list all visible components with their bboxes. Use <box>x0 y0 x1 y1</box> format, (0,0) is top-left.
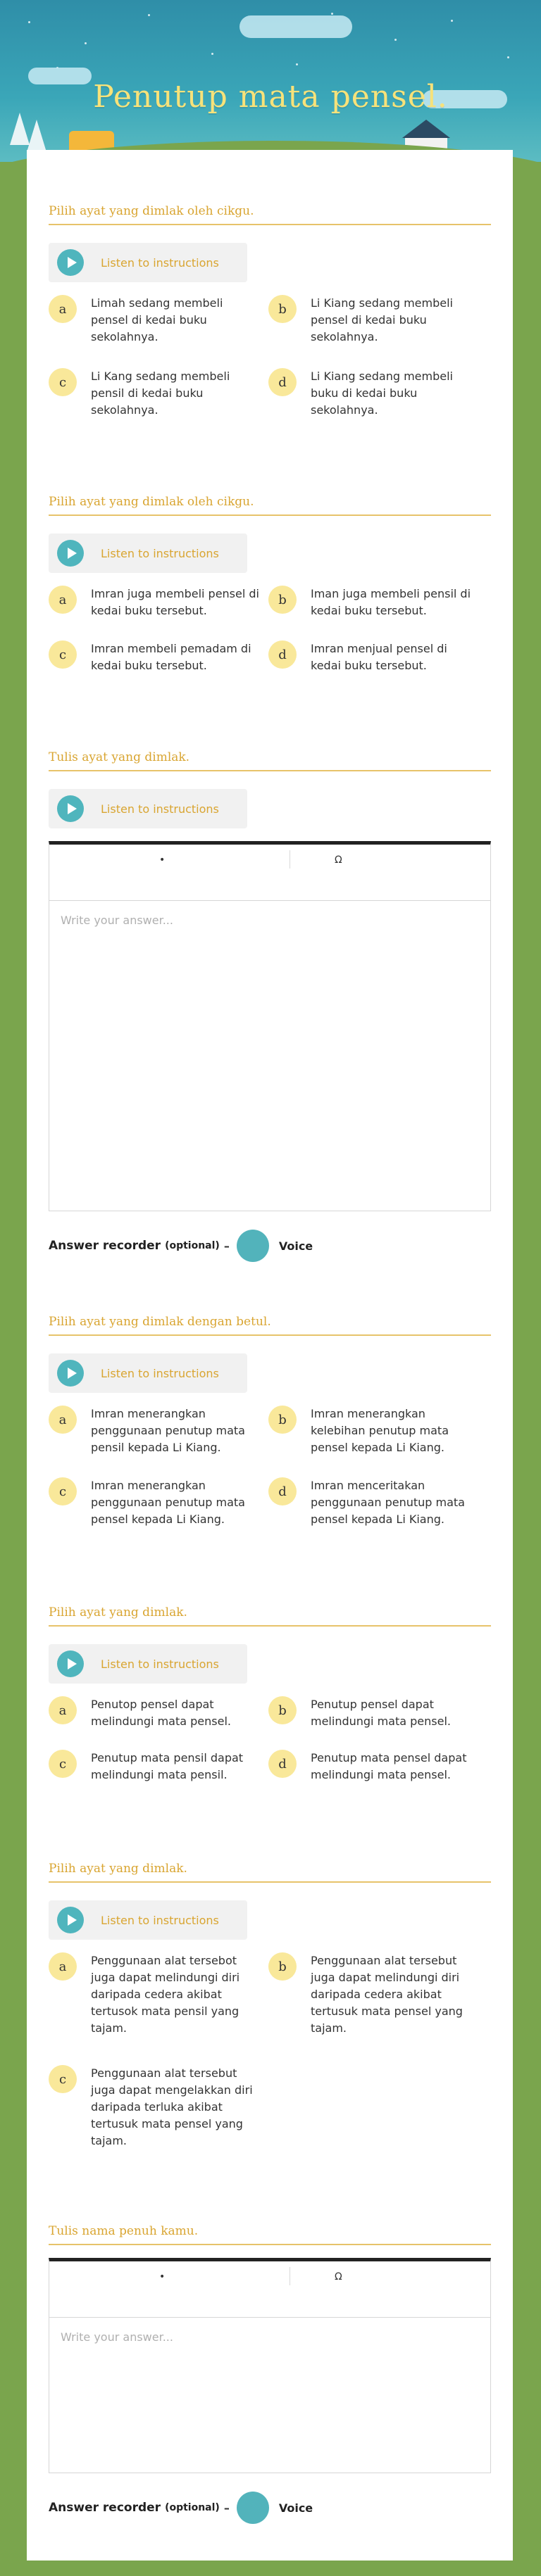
worksheet-card <box>27 150 513 2561</box>
editor-toolbar <box>49 845 490 901</box>
question-6 <box>49 1862 491 2164</box>
option-d[interactable] <box>268 640 480 674</box>
question-title: Pilih ayat yang dimlak. <box>49 1605 491 1627</box>
record-voice-button[interactable] <box>237 2492 269 2524</box>
question-2 <box>49 495 491 691</box>
play-icon[interactable] <box>57 1650 84 1677</box>
play-icon[interactable] <box>57 540 84 567</box>
option-letter[interactable]: b <box>268 1952 297 1981</box>
tree-icon <box>27 120 46 152</box>
options-list <box>49 1952 491 2164</box>
question-4 <box>49 1315 491 1546</box>
option-text: Imran menjual pensel di kedai buku tersebut. <box>311 642 447 672</box>
question-title: Pilih ayat yang dimlak oleh cikgu. <box>49 495 491 516</box>
listen-instructions-button[interactable] <box>49 789 247 828</box>
answer-input[interactable]: Write your answer... <box>61 914 173 927</box>
recorder-label: Answer recorder <box>49 1239 161 1253</box>
question-title: Tulis ayat yang dimlak. <box>49 750 491 771</box>
option-letter[interactable]: a <box>49 586 77 614</box>
option-letter[interactable]: b <box>268 1406 297 1434</box>
voice-label: Voice <box>278 1239 313 1253</box>
snowflake <box>296 63 298 65</box>
play-icon[interactable] <box>57 249 84 276</box>
listen-instructions-button[interactable] <box>49 533 247 573</box>
editor-toolbar <box>49 2261 490 2318</box>
option-d[interactable] <box>268 1477 480 1528</box>
option-d[interactable] <box>268 368 480 419</box>
question-title: Pilih ayat yang dimlak dengan betul. <box>49 1315 491 1336</box>
option-text: Imran menerangkan penggunaan penutup mata pensil kepada Li Kiang. <box>91 1407 245 1454</box>
option-text: Penutup pensel dapat melindungi mata pensel. <box>311 1698 451 1728</box>
option-c[interactable] <box>49 1750 260 1783</box>
snowflake <box>85 42 87 44</box>
listen-label: Listen to instructions <box>101 1913 219 1927</box>
option-letter[interactable]: c <box>49 368 77 396</box>
play-icon[interactable] <box>57 1360 84 1387</box>
cloud <box>240 15 352 38</box>
question-title: Pilih ayat yang dimlak. <box>49 1862 491 1883</box>
option-c[interactable] <box>49 2065 260 2149</box>
listen-label: Listen to instructions <box>101 1657 219 1671</box>
option-a[interactable] <box>49 586 260 619</box>
snowflake <box>28 21 30 23</box>
answer-editor <box>49 841 491 1211</box>
option-b[interactable] <box>268 1952 480 2037</box>
option-a[interactable] <box>49 1952 260 2037</box>
option-letter[interactable]: d <box>268 1477 297 1505</box>
option-d[interactable] <box>268 1750 480 1783</box>
option-a[interactable] <box>49 1696 260 1730</box>
options-list <box>49 1696 491 1795</box>
option-letter[interactable]: c <box>49 1477 77 1505</box>
snowflake <box>451 20 453 22</box>
option-text: Li Kiang sedang membeli pensel di kedai buku sekolahnya. <box>311 296 453 343</box>
snowflake <box>211 53 213 55</box>
option-text: Imran menerangkan penggunaan penutup mata pensel kepada Li Kiang. <box>91 1479 245 1526</box>
recorder-dash: – <box>223 1239 230 1253</box>
option-letter[interactable]: a <box>49 295 77 323</box>
option-text: Limah sedang membeli pensel di kedai buku sekolahnya. <box>91 296 223 343</box>
option-letter[interactable]: c <box>49 2065 77 2093</box>
option-text: Penggunaan alat tersebot juga dapat melindungi diri daripada cedera akibat tertusok mata pensil yang tajam. <box>91 1954 240 2035</box>
option-letter[interactable]: b <box>268 586 297 614</box>
voice-label: Voice <box>278 2501 313 2515</box>
option-text: Imran menceritakan penggunaan penutup mata pensel kepada Li Kiang. <box>311 1479 465 1526</box>
recorder-optional: (optional) <box>165 2502 220 2513</box>
option-letter[interactable]: c <box>49 1750 77 1778</box>
answer-editor <box>49 2258 491 2473</box>
listen-instructions-button[interactable] <box>49 1900 247 1940</box>
answer-recorder <box>49 2492 491 2524</box>
listen-instructions-button[interactable] <box>49 243 247 282</box>
options-list <box>49 1406 491 1546</box>
snowflake <box>394 39 397 41</box>
options-list <box>49 586 491 691</box>
question-3 <box>49 750 491 1262</box>
listen-instructions-button[interactable] <box>49 1644 247 1684</box>
option-b[interactable] <box>268 295 480 346</box>
option-text: Penutop pensel dapat melindungi mata pensel. <box>91 1698 231 1728</box>
option-text: Imran membeli pemadam di kedai buku tersebut. <box>91 642 251 672</box>
play-icon[interactable] <box>57 795 84 822</box>
recorder-dash: – <box>223 2501 230 2515</box>
option-letter[interactable]: a <box>49 1952 77 1981</box>
listen-label: Listen to instructions <box>101 802 219 816</box>
snowflake <box>331 13 333 15</box>
option-letter[interactable]: b <box>268 295 297 323</box>
option-letter[interactable]: a <box>49 1696 77 1724</box>
option-b[interactable] <box>268 1696 480 1730</box>
option-letter[interactable]: d <box>268 640 297 669</box>
record-voice-button[interactable] <box>237 1230 269 1262</box>
roof-icon <box>402 120 450 138</box>
option-a[interactable] <box>49 1406 260 1456</box>
recorder-optional: (optional) <box>165 1240 220 1251</box>
question-7 <box>49 2224 491 2524</box>
recorder-label: Answer recorder <box>49 2501 161 2515</box>
option-text: Penutup mata pensil dapat melindungi mata pensil. <box>91 1751 244 1781</box>
option-letter[interactable]: d <box>268 368 297 396</box>
option-c[interactable] <box>49 1477 260 1528</box>
option-text: Imran menerangkan kelebihan penutup mata pensel kepada Li Kiang. <box>311 1407 449 1454</box>
snowflake <box>148 14 150 16</box>
option-text: Li Kiang sedang membeli buku di kedai buku sekolahnya. <box>311 370 453 417</box>
option-text: Li Kang sedang membeli pensil di kedai buku sekolahnya. <box>91 370 230 417</box>
option-letter[interactable]: c <box>49 640 77 669</box>
play-icon[interactable] <box>57 1907 84 1933</box>
special-character-button[interactable]: Ω <box>335 2271 342 2283</box>
page-title: Penutup mata pensel. <box>93 79 448 115</box>
option-c[interactable] <box>49 368 260 419</box>
option-text: Penutup mata pensel dapat melindungi mata pensel. <box>311 1751 467 1781</box>
listen-label: Listen to instructions <box>101 546 219 560</box>
question-title: Tulis nama penuh kamu. <box>49 2224 491 2245</box>
option-text: Penggunaan alat tersebut juga dapat melindungi diri daripada cedera akibat tertusuk mata pensel yang tajam. <box>311 1954 463 2035</box>
bullet-list-button[interactable]: • <box>159 2271 166 2283</box>
option-b[interactable] <box>268 586 480 619</box>
bullet-list-button[interactable]: • <box>159 854 166 866</box>
option-letter[interactable]: d <box>268 1750 297 1778</box>
question-5 <box>49 1605 491 1795</box>
option-b[interactable] <box>268 1406 480 1456</box>
option-text: Penggunaan alat tersebut juga dapat mengelakkan diri daripada terluka akibat tertusuk mata pensel yang tajam. <box>91 2066 253 2147</box>
option-text: Imran juga membeli pensel di kedai buku tersebut. <box>91 587 259 617</box>
snowflake <box>507 56 509 58</box>
special-character-button[interactable]: Ω <box>335 854 342 866</box>
option-text: Iman juga membeli pensil di kedai buku tersebut. <box>311 587 471 617</box>
answer-recorder <box>49 1230 491 1262</box>
option-letter[interactable]: a <box>49 1406 77 1434</box>
option-c[interactable] <box>49 640 260 674</box>
question-1 <box>49 204 491 457</box>
option-a[interactable] <box>49 295 260 346</box>
listen-instructions-button[interactable] <box>49 1353 247 1393</box>
option-letter[interactable]: b <box>268 1696 297 1724</box>
question-title: Pilih ayat yang dimlak oleh cikgu. <box>49 204 491 225</box>
listen-label: Listen to instructions <box>101 255 219 270</box>
answer-input[interactable]: Write your answer... <box>61 2330 173 2344</box>
options-list <box>49 295 491 457</box>
listen-label: Listen to instructions <box>101 1366 219 1380</box>
